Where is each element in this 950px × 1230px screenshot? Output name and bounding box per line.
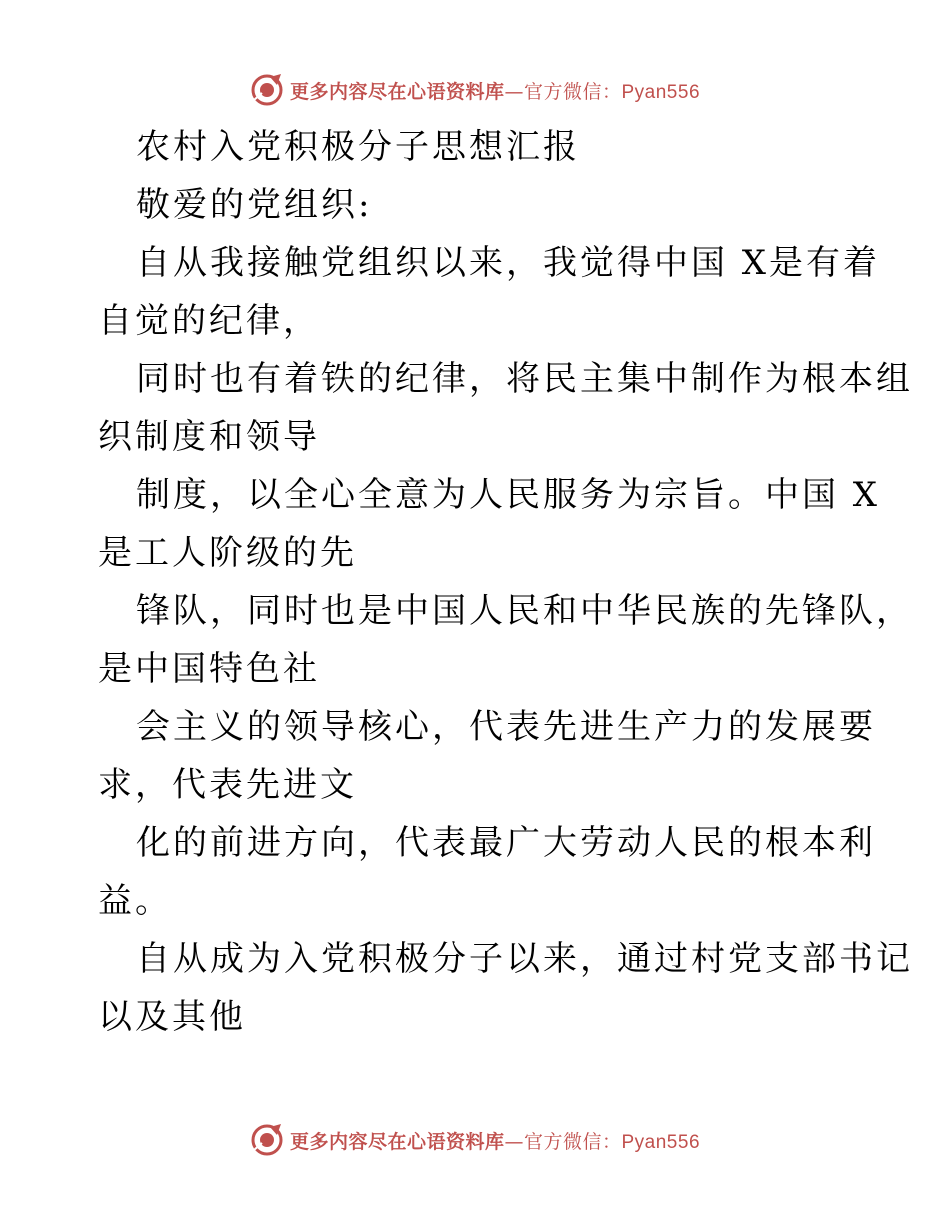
text-line: 以及其他	[98, 997, 246, 1037]
text-line: 益。	[98, 881, 172, 921]
wechat-id: Pyan556	[621, 1131, 701, 1153]
document-body	[98, 118, 913, 1046]
footer-banner	[0, 1118, 950, 1162]
wechat-label: 官方微信：	[523, 80, 622, 103]
banner-slogan: 更多内容尽在心语资料库	[289, 1130, 505, 1153]
text-line: 织制度和领导	[98, 417, 320, 457]
wechat-id: Pyan556	[621, 81, 701, 103]
quill-seal-icon	[250, 1123, 284, 1157]
banner-separator: —	[504, 1130, 524, 1153]
quill-seal-icon	[250, 73, 284, 107]
text-line: 自从我接触党组织以来，我觉得中国 X是有着	[136, 243, 881, 283]
text-line: 求，代表先进文	[98, 765, 357, 805]
document-title: 农村入党积极分子思想汇报	[136, 127, 580, 167]
text-line: 是中国特色社	[98, 649, 320, 689]
text-line: 自从成为入党积极分子以来，通过村党支部书记	[136, 939, 913, 979]
text-line: 制度，以全心全意为人民服务为宗旨。中国 X	[136, 475, 881, 515]
banner-separator: —	[504, 80, 524, 103]
banner-text	[290, 1127, 700, 1154]
header-banner	[0, 68, 950, 112]
text-line: 会主义的领导核心，代表先进生产力的发展要	[136, 707, 876, 747]
text-line: 锋队，同时也是中国人民和中华民族的先锋队，	[136, 591, 913, 631]
banner-slogan: 更多内容尽在心语资料库	[289, 80, 505, 103]
salutation: 敬爱的党组织:	[136, 185, 373, 225]
text-line: 是工人阶级的先	[98, 533, 357, 573]
banner-text	[290, 77, 700, 104]
text-line: 化的前进方向，代表最广大劳动人民的根本利	[136, 823, 876, 863]
wechat-label: 官方微信：	[523, 1130, 622, 1153]
text-line: 自觉的纪律，	[98, 301, 320, 341]
text-line: 同时也有着铁的纪律，将民主集中制作为根本组	[136, 359, 913, 399]
